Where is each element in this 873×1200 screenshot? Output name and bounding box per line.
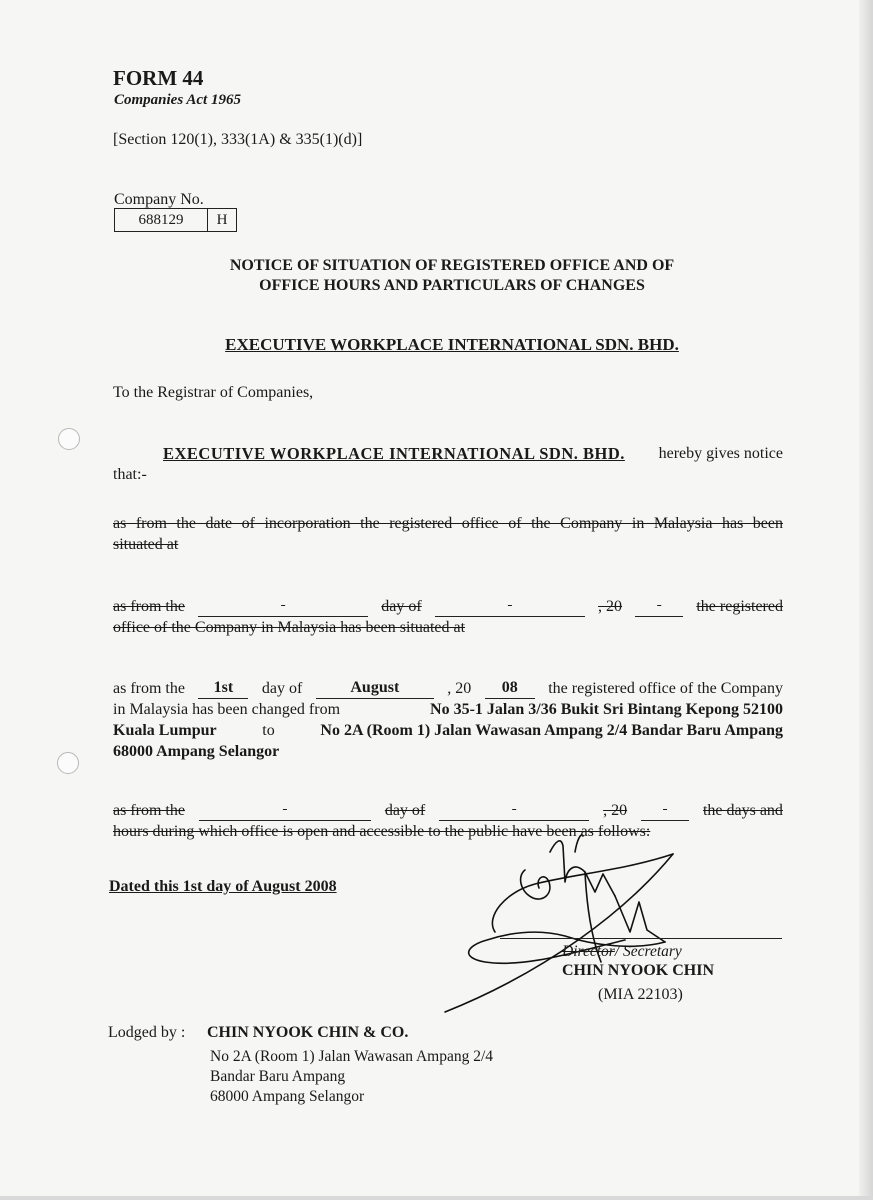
punch-hole-top: [58, 428, 80, 450]
change-new-address-2: 68000 Ampang Selangor: [113, 743, 280, 760]
page-edge-shadow: [859, 0, 873, 1200]
act-reference: Companies Act 1965: [114, 92, 241, 108]
form-title: FORM 44: [113, 66, 204, 90]
company-no-number: 688129: [115, 209, 208, 231]
struck-change-tail: the registered: [696, 598, 783, 615]
salutation: To the Registrar of Companies,: [113, 384, 314, 401]
struck-change-day-blank: [198, 595, 368, 617]
change-paragraph: [113, 677, 783, 762]
struck-hours-year-blank: [641, 799, 689, 821]
lodged-by-label: Lodged by :: [108, 1024, 186, 1041]
struck-change-line-2: office of the Company in Malaysia has been situated at: [113, 619, 466, 636]
lodged-address-1: No 2A (Room 1) Jalan Wawasan Ampang 2/4: [210, 1048, 494, 1065]
struck-hours-year-prefix: , 20: [603, 802, 628, 819]
lodged-address-2: Bandar Baru Ampang: [210, 1068, 346, 1085]
company-name: EXECUTIVE WORKPLACE INTERNATIONAL SDN. BHD.: [225, 335, 679, 354]
struck-change-month-blank: [435, 595, 585, 617]
struck-change-as-from: as from the: [113, 598, 185, 615]
struck-hours-day-of: day of: [384, 802, 426, 819]
change-year: 08: [485, 677, 535, 699]
change-old-address-1: No 35-1 Jalan 3/36 Bukit Sri Bintang Kepong 52100: [430, 701, 783, 718]
section-reference: [Section 120(1), 333(1A) & 335(1)(d)]: [113, 131, 363, 148]
change-to: to: [262, 722, 275, 739]
struck-hours-tail: the days and: [702, 802, 783, 819]
change-line-2: [113, 699, 783, 720]
change-line-1: [113, 677, 783, 699]
signatory-name: CHIN NYOOK CHIN: [562, 962, 715, 979]
signatory-role: [562, 943, 682, 961]
change-day-of: day of: [261, 680, 303, 697]
struck-change-year-prefix: , 20: [598, 598, 623, 615]
notice-paragraph: [113, 443, 783, 485]
struck-hours-line-1: [113, 799, 783, 821]
role-director: Director: [562, 943, 615, 960]
lodged-address-3: 68000 Ampang Selangor: [210, 1088, 365, 1105]
signature-line: [500, 938, 782, 939]
punch-hole-bottom: [57, 752, 79, 774]
change-line-3: [113, 720, 783, 741]
notice-gives: hereby gives notice: [658, 445, 783, 462]
change-month: August: [316, 677, 434, 699]
notice-company-name: EXECUTIVE WORKPLACE INTERNATIONAL SDN. BHD.: [163, 444, 625, 463]
struck-incorporation-line-1: as from the date of incorporation the registered office of the Company in Malaysia has been: [113, 515, 783, 532]
company-no-box: [114, 208, 237, 232]
company-no-label: Company No.: [114, 191, 204, 208]
struck-change-paragraph: [113, 595, 783, 638]
change-line-2-lead: in Malaysia has been changed from: [113, 701, 341, 718]
struck-hours-month-blank: [439, 799, 589, 821]
role-secretary: / Secretary: [614, 943, 682, 960]
struck-change-line-1: [113, 595, 783, 617]
change-day: 1st: [198, 677, 248, 699]
change-old-address-2: Kuala Lumpur: [113, 722, 217, 739]
signatory-mia: (MIA 22103): [598, 986, 683, 1003]
struck-change-year-blank: [635, 595, 683, 617]
struck-hours-line-2: hours during which office is open and accessible to the public have been as follows:: [113, 823, 651, 840]
dated-line: Dated this 1st day of August 2008: [109, 878, 337, 895]
company-no-suffix: H: [216, 212, 228, 228]
change-new-address-1: No 2A (Room 1) Jalan Wawasan Ampang 2/4 Bandar Baru Ampang: [320, 722, 783, 739]
change-year-prefix: , 20: [447, 680, 472, 697]
change-as-from: as from the: [113, 680, 185, 697]
notice-that: that:-: [113, 466, 147, 483]
notice-heading: [108, 256, 796, 296]
notice-line-1: [113, 443, 783, 464]
struck-incorporation-line-2: situated at: [113, 536, 179, 553]
struck-incorporation-paragraph: [113, 513, 783, 555]
heading-line-1: NOTICE OF SITUATION OF REGISTERED OFFICE AND OF: [229, 257, 675, 274]
lodged-firm: CHIN NYOOK CHIN & CO.: [207, 1024, 409, 1041]
page-bottom-edge: [0, 1196, 873, 1200]
struck-hours-day-blank: [199, 799, 371, 821]
struck-hours-as-from: as from the: [113, 802, 185, 819]
struck-change-day-of: day of: [381, 598, 422, 615]
heading-line-2: OFFICE HOURS AND PARTICULARS OF CHANGES: [259, 277, 645, 294]
change-tail: the registered office of the Company: [548, 680, 783, 697]
